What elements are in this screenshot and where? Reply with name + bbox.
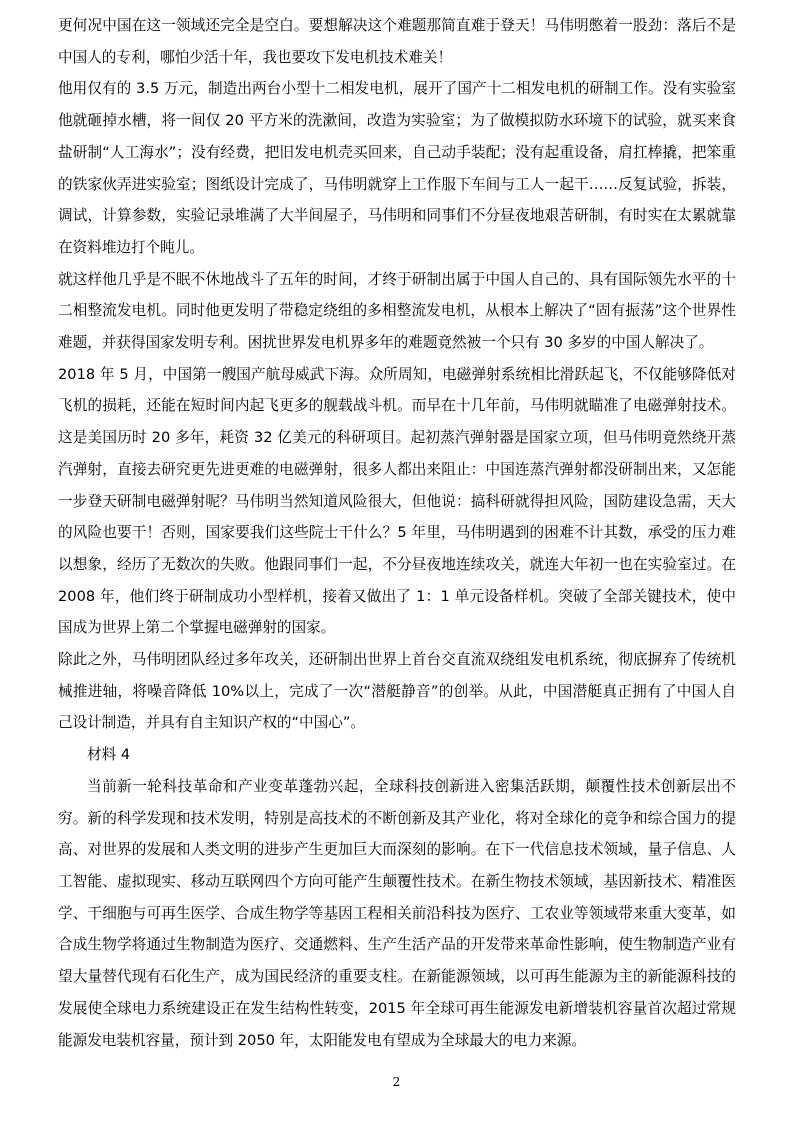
paragraph: 他用仅有的 3.5 万元，制造出两台小型十二相发电机，展开了国产十二相发电机的研制工作。没有实验室他就砸掉水槽，将一间仅 20 平方米的洗漱间，改造为实验室；为了做模拟防水环境下的试验，就买来食盐研制“人工海水”；没有经费，把旧发电机壳买回来，自己动手装配；没有起重设备，肩扛棒撬，把笨重的铁家伙弄进实验室；图纸设计完成了，马伟明就穿上工作服下车间与工人一起干……反复试验，拆装，调试，计算参数，实验记录堆满了大半间屋子，马伟明和同事们不分昼夜地艰苦研制，有时实在太累就靠在资料堆边打个盹儿。 <box>58 80 736 256</box>
page-number: 2 <box>392 1075 401 1089</box>
paragraph: 就这样他几乎是不眠不休地战斗了五年的时间，才终于研制出属于中国人自己的、具有国际领先水平的十二相整流发电机。同时他更发明了带稳定绕组的多相整流发电机，从根本上解决了“固有振荡”这个世界性难题，并获得国家发明专利。困扰世界发电机界多年的难题竟然被一个只有 30 多岁的中国人解决了。 <box>58 270 736 352</box>
paragraph: 除此之外，马伟明团队经过多年攻关，还研制出世界上首台交直流双绕组发电机系统，彻底摒弃了传统机械推进轴，将噪音降低 10%以上，完成了一次“潜艇静音”的创举。从此，中国潜艇真正拥有了中国人自己设计制造，并具有自主知识产权的“中国心”。 <box>58 651 736 732</box>
document-body <box>58 10 736 1056</box>
section-paragraph: 当前新一轮科技革命和产业变革蓬勃兴起，全球科技创新进入密集活跃期，颠覆性技术创新层出不穷。新的科学发现和技术发明，特别是高技术的不断创新及其产业化，将对全球化的竞争和综合国力的提高、对世界的发展和人类文明的进步产生更加巨大而深刻的影响。在下一代信息技术领域，量子信息、人工智能、虚拟现实、移动互联网四个方向可能产生颠覆性技术。在新生物技术领域，基因新技术、精准医学、干细胞与可再生医学、合成生物学等基因工程相关前沿科技为医疗、工农业等领域带来重大变革，如合成生物学将通过生物制造为医疗、交通燃料、生产生活产品的开发带来革命性影响，使生物制造产业有望大量替代现有石化生产，成为国民经济的重要支柱。在新能源领域，以可再生能源为主的新能源科技的发展使全球电力系统建设正在发生结构性转变，2015 年全球可再生能源发电新增装机容量首次超过常规能源发电装机容量，预计到 2050 年，太阳能发电有望成为全球最大的电力来源。 <box>58 777 736 1049</box>
section-heading: 材料 4 <box>87 746 131 764</box>
paragraph: 更何况中国在这一领域还完全是空白。要想解决这个难题那简直难于登天！马伟明憋着一股劲：落后不是中国人的专利，哪怕少活十年，我也要攻下发电机技术难关！ <box>58 17 736 66</box>
paragraph: 2018 年 5 月，中国第一艘国产航母威武下海。众所周知，电磁弹射系统相比滑跃起飞，不仅能够降低对飞机的损耗，还能在短时间内起飞更多的舰载战斗机。而早在十几年前，马伟明就瞄准了电磁弹射技术。这是美国历时 20 多年，耗资 32 亿美元的科研项目。起初蒸汽弹射器是国家立项，但马伟明竟然绕开蒸汽弹射，直接去研究更先进更难的电磁弹射，很多人都出来阻止：中国连蒸汽弹射都没研制出来，又怎能一步登天研制电磁弹射呢？马伟明当然知道风险很大，但他说：搞科研就得担风险，国防建设急需，天大的风险也要干！否则，国家要我们这些院士干什么？5 年里，马伟明遇到的困难不计其数，承受的压力难以想象，经历了无数次的失败。他跟同事们一起，不分昼夜地连续攻关，就连大年初一也在实验室过。在 2008 年，他们终于研制成功小型样机，接着又做出了 1：1 单元设备样机。突破了全部关键技术，使中国成为世界上第二个掌握电磁弹射的国家。 <box>58 365 736 637</box>
